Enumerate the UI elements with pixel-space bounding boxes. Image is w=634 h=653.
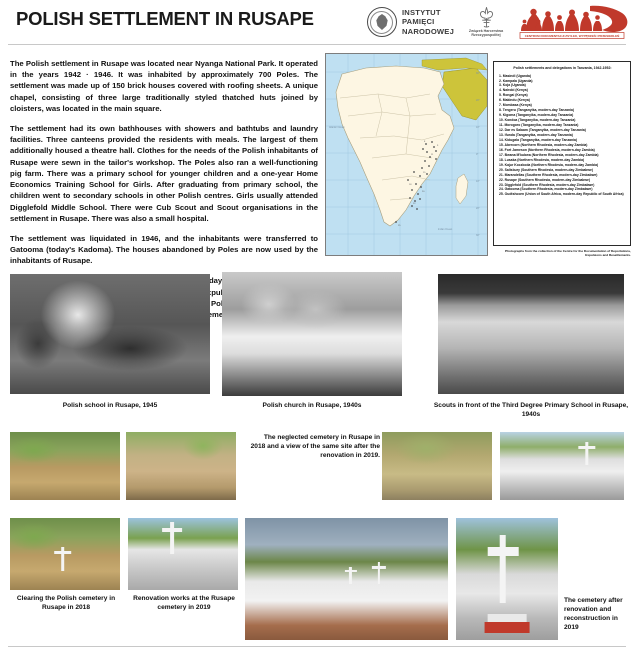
svg-text:11: 11	[431, 154, 434, 156]
svg-text:8: 8	[424, 141, 426, 143]
svg-text:10°: 10°	[476, 180, 480, 183]
legend-item: 18. Lusaka (Northern Rhodesia, modern-day Zambia)	[499, 157, 585, 162]
svg-text:10°: 10°	[476, 126, 480, 129]
page-header	[0, 0, 634, 44]
legend-item: 20. Salisbury (Southern Rhodesia, modern-day Zimbabwe)	[499, 167, 594, 172]
svg-text:CENTRUM DOKUMENTACJI ZSYŁEK, W: CENTRUM DOKUMENTACJI ZSYŁEK, WYPĘDZEŃ I PRZESIEDLEŃ	[524, 33, 620, 38]
svg-text:9: 9	[437, 145, 439, 147]
paragraph-4: today.	[201, 276, 224, 286]
legend-item: 3. Koja (Uganda)	[499, 83, 526, 88]
photo-clearing-cemetery-2018	[10, 518, 120, 590]
caption-clearing: Clearing the Polish cemetery in Rusape in 2018	[16, 595, 116, 611]
legend-item: 1. Masindi (Uganda)	[499, 73, 532, 78]
polish-eagle-seal-icon	[367, 7, 397, 37]
legend-item: 5. Rongai (Kenya)	[499, 93, 528, 98]
photo-cemetery-overview	[245, 518, 448, 640]
map-legend	[493, 61, 631, 246]
photo-polish-church	[222, 272, 402, 396]
paragraph-3: The settlement was liquidated in 1946, and the inhabitants were transferred to Gatooma (today's Kadoma). The houses abandoned by Poles are now used by the inhabitants of Rusape.	[10, 233, 318, 266]
svg-text:20°: 20°	[476, 207, 480, 210]
documentation-centre-logo	[518, 4, 630, 40]
legend-item: 11. Morogoro (Tanganyika, modern-day Tanzania)	[499, 123, 579, 128]
paragraph-2: The settlement had its own bathhouses with showers and bathtubs and laundry facilities. Three canteens provided the residents with meals. The largest of them additionally housed a theatre hall. Clothes for the needs of the Polish inhabitants of Rusape were sewn in the tailor's workshop. The Poles also ran a well-functioning pig farm. There was a primary school for younger children and a one-year Home Economics Training School for Girls. After graduating from primary school, the children went to secondary schools in other Polish centres. Girls usually attended Digglefold Middle School. There were Cub Scout and Scout organisations in the settlement in Rusape. There was also a small hospital.	[10, 123, 318, 224]
footer-divider	[8, 646, 626, 647]
legend-item: 19. Kajur Koczkoda (Northern Rhodesia, modern-day Zambia)	[499, 162, 599, 167]
svg-text:15: 15	[423, 172, 426, 174]
legend-item: 9. Kigoma (Tanganyika, modern-day Tanzania)	[499, 113, 574, 118]
svg-text:0°: 0°	[476, 153, 479, 156]
caption-neglected-cemetery: The neglected cemetery in Rusape in 2018 and a view of the same site after the renovation in 2019.	[250, 434, 380, 459]
fleur-de-lis-icon	[478, 7, 495, 28]
legend-item: 21. Marandellas (Southern Rhodesia, modern-day Zimbabwe)	[499, 172, 598, 177]
svg-text:Atlantic Ocean: Atlantic Ocean	[329, 126, 345, 129]
africa-map	[325, 53, 488, 256]
legend-item: 10. Kondoa (Tanganyika, modern-day Tanzania)	[499, 118, 576, 123]
photo-renovation-site	[126, 432, 236, 500]
legend-item: 17. Bwana M'kubwa (Northern Rhodesia, modern-day Zambia)	[499, 152, 599, 157]
photo-restored-cross	[456, 518, 558, 640]
photo-polish-school	[10, 274, 210, 394]
page-title: POLISH SETTLEMENT IN RUSAPE	[16, 8, 314, 29]
svg-text:Indian Ocean: Indian Ocean	[438, 228, 453, 231]
photo-clearing-site	[10, 432, 120, 500]
svg-text:22: 22	[413, 203, 416, 205]
scout-logo-caption: Związek Harcerstwa Rzeczypospolitej	[468, 28, 504, 37]
svg-text:18: 18	[409, 184, 412, 186]
caption-after-renovation: The cemetery after renovation and reconstruction in 2019	[564, 597, 623, 631]
legend-item: 15. Abercorn (Northern Rhodesia, modern-day Zambia)	[499, 142, 588, 147]
ipn-line-1: INSTYTUT	[401, 8, 441, 18]
legend-item: 14. Kidugala (Tanganyika, modern-day Tanzania)	[499, 137, 578, 142]
caption-polish-church: Polish church in Rusape, 1940s	[262, 402, 362, 409]
svg-text:30°: 30°	[476, 72, 480, 75]
ipn-line-3: NARODOWEJ	[401, 26, 454, 36]
photo-scouts	[438, 274, 624, 394]
legend-title: Polish settlements and delegations in Tanzania, 1942-1952:	[513, 66, 612, 70]
scouting-association-logo	[464, 7, 508, 38]
legend-item: 8. Tengeru (Tanganyika, modern-day Tanzania)	[499, 108, 574, 113]
legend-item-list	[499, 74, 626, 198]
caption-scouts: Scouts in front of the Third Degree Primary School in Rusape, 1940s	[433, 402, 629, 418]
caption-polish-school: Polish school in Rusape, 1945	[62, 402, 158, 409]
logo-group	[367, 2, 630, 42]
header-divider	[8, 44, 626, 45]
legend-item: 24. Gatooma (Southern Rhodesia, modern-day Zimbabwe)	[499, 187, 593, 192]
svg-text:25: 25	[398, 225, 401, 227]
photo-renovated-cemetery	[500, 432, 624, 500]
photo-neglected-cemetery	[382, 432, 492, 500]
legend-item: 2. Kampala (Uganda)	[499, 78, 533, 83]
svg-text:20: 20	[422, 191, 425, 193]
paragraph-1: The Polish settlement in Rusape was located near Nyanga National Park. It operated in the years 1942 · 1946. It was inhabited by approximately 700 Poles. The settlement was made up of 150 brick houses covered with roofing sheets. A unique chapel, consisting of three large traditionally styled thatched huts joined by cloisters, was located in the main square.	[10, 58, 318, 113]
legend-item: 23. Digglefold (Southern Rhodesia, modern-day Zimbabwe)	[499, 182, 595, 187]
caption-renovation: Renovation works at the Rusape cemetery in 2019	[133, 595, 235, 611]
svg-text:30°: 30°	[476, 234, 480, 237]
ipn-line-2: PAMIĘCI	[401, 17, 435, 27]
legend-item: 25. Oudtshoorn (Union of South Africa, modern-day Republic of South Africa)	[499, 192, 624, 197]
ipn-logo	[367, 7, 454, 37]
legend-item: 22. Rusape (Southern Rhodesia, modern-day Zimbabwe)	[499, 177, 590, 182]
legend-item: 4. Nairobi (Kenya)	[499, 88, 528, 93]
legend-item: 7. Mombasa (Kenya)	[499, 103, 532, 108]
legend-item: 16. Fort Jameson (Northern Rhodesia, modern-day Zambia)	[499, 147, 595, 152]
ipn-logo-text	[402, 8, 454, 36]
legend-item: 13. Ifunda (Tanganyika, modern-day Tanzania)	[499, 132, 573, 137]
legend-item: 12. Dar es Salaam (Tanganyika, modern-day Tanzania)	[499, 128, 586, 133]
photo-credit: Photographs from the collection of the Centre for the Documentation of Deportations, Expulsions and Resettlements.	[505, 249, 631, 258]
svg-text:20°: 20°	[476, 99, 480, 102]
legend-item: 6. Makindu (Kenya)	[499, 98, 530, 103]
photo-renovation-works-2019	[128, 518, 238, 590]
